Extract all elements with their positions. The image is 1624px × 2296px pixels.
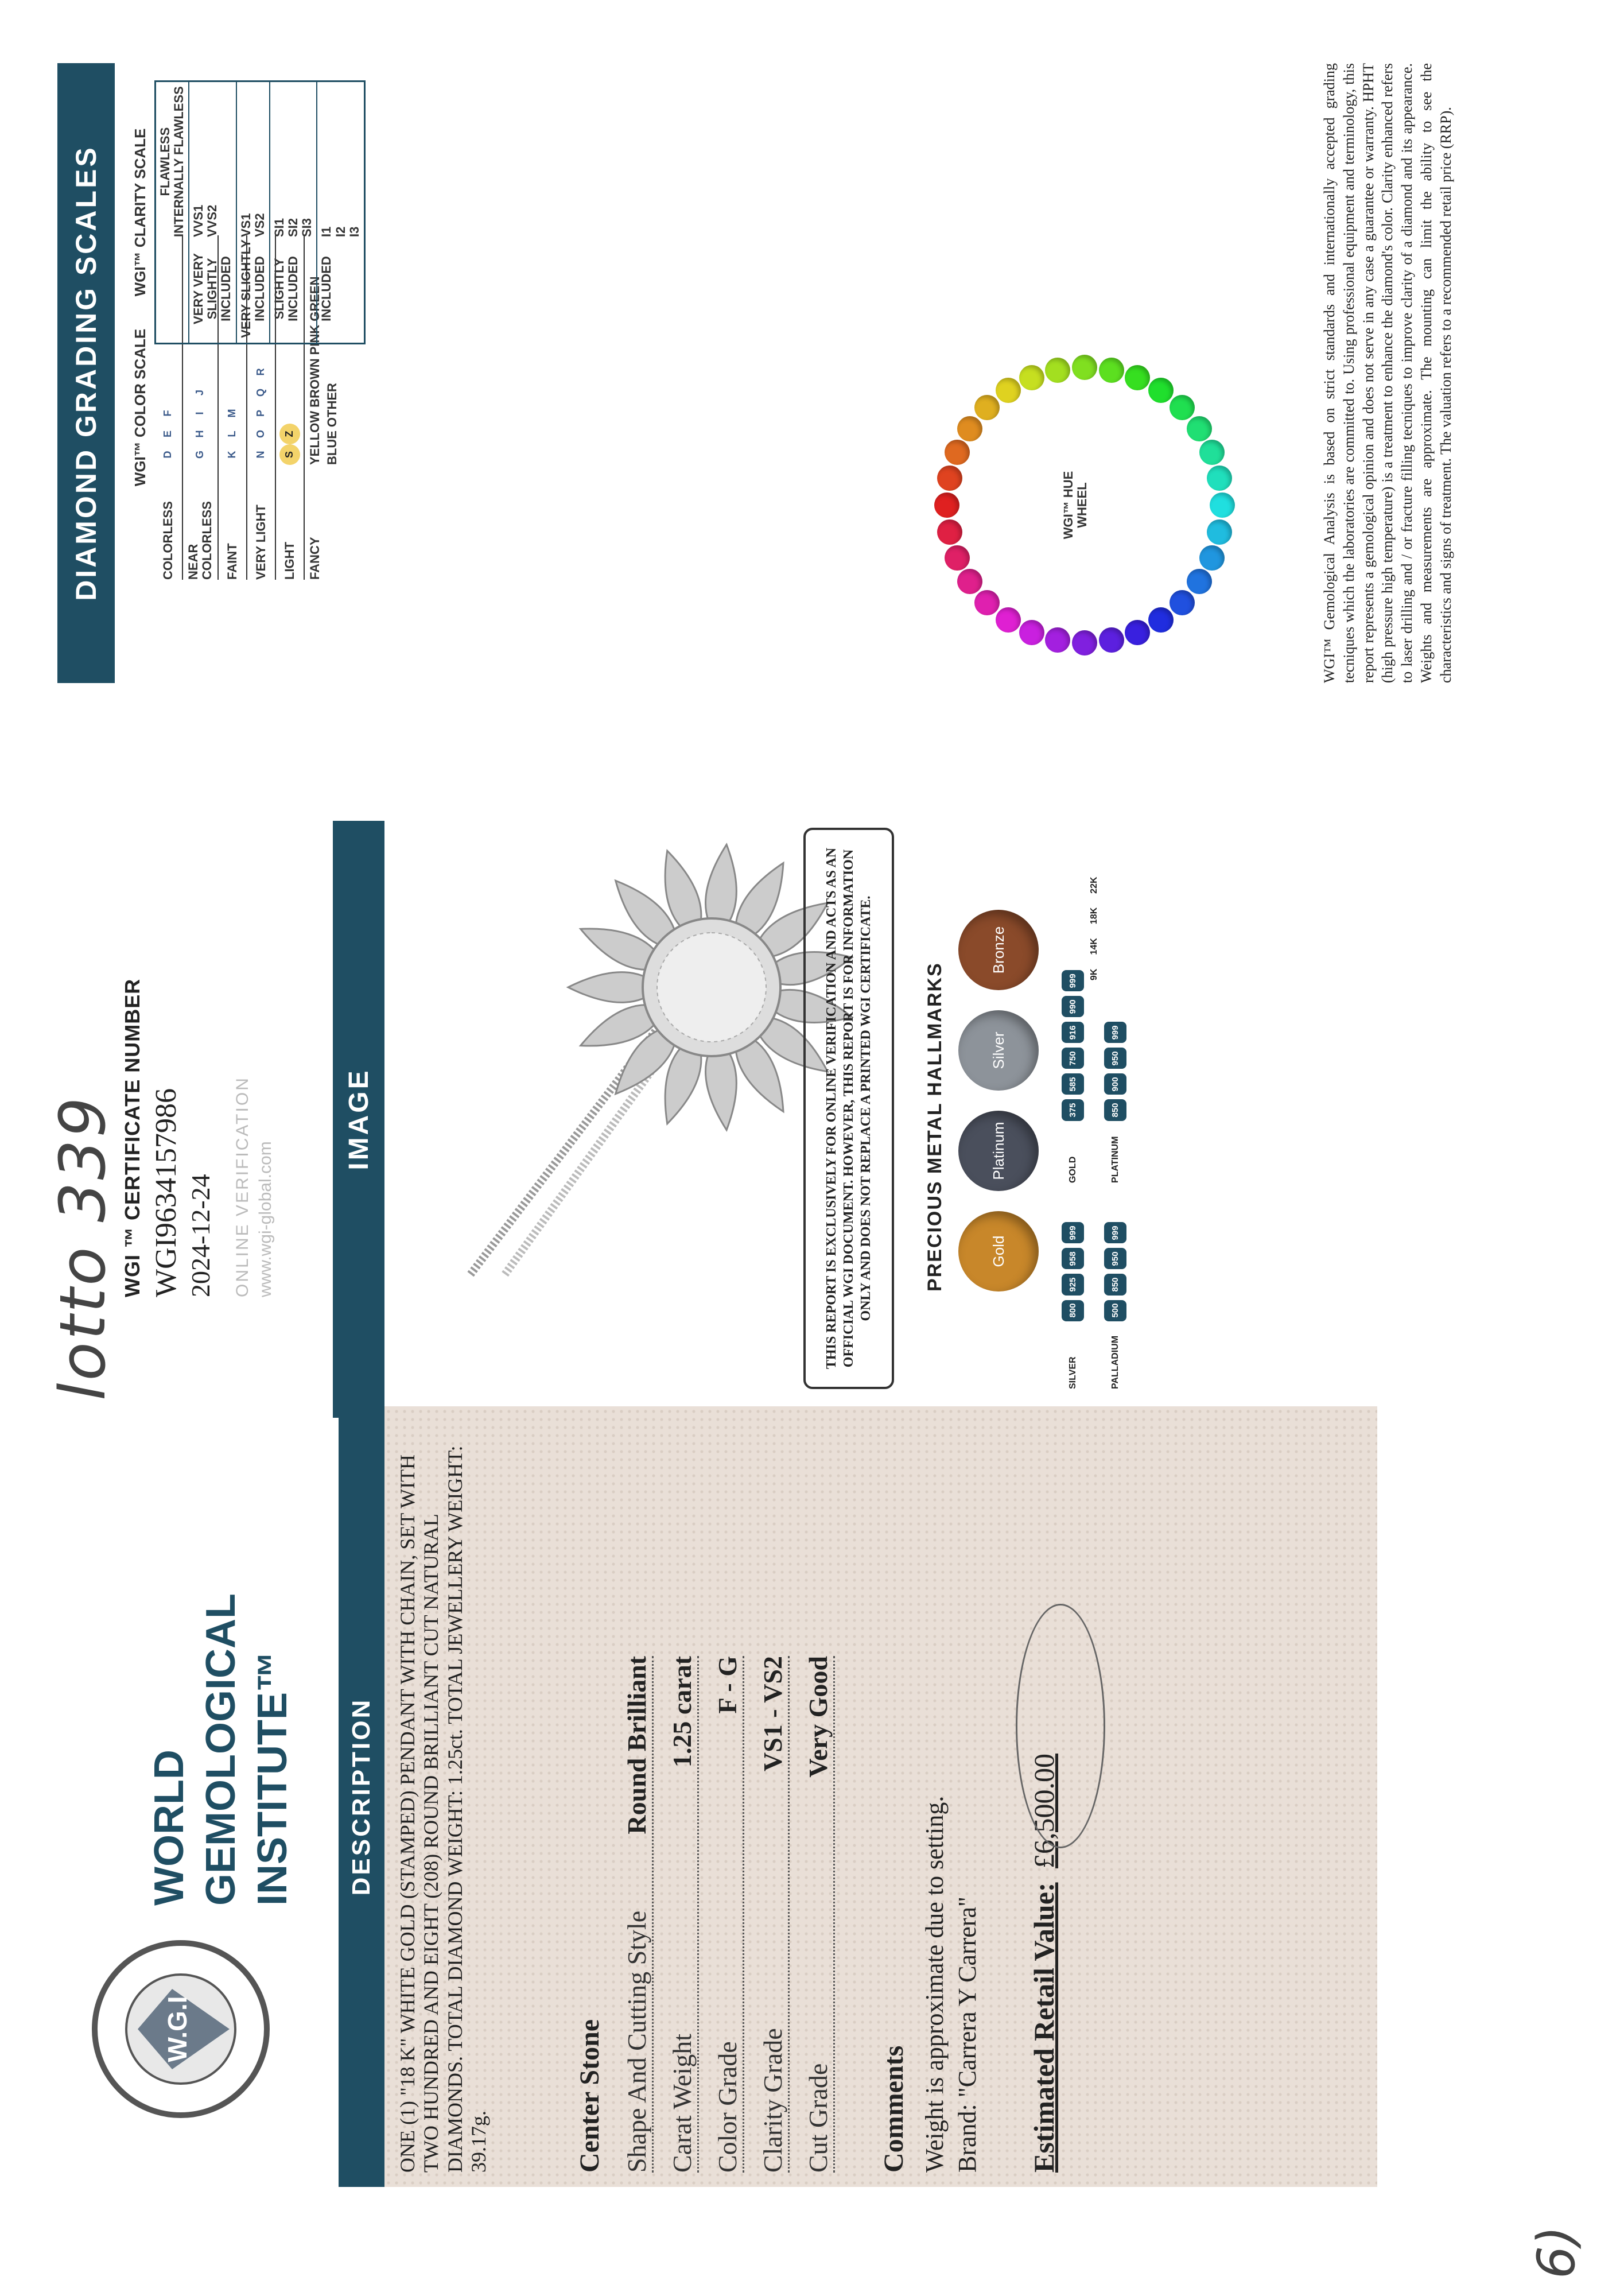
hue-dot — [957, 569, 982, 594]
image-heading: IMAGE — [333, 821, 384, 1418]
org-name-line3: INSTITUTE™ — [250, 1651, 296, 1906]
hue-dot — [934, 492, 959, 518]
hue-dot — [1019, 620, 1044, 645]
scales-heading: DIAMOND GRADING SCALES — [57, 63, 115, 683]
palladium-platinum-marks: PALLADIUM 500850950999 PLATINUM 850900950999 — [1104, 815, 1126, 1389]
coin-platinum: Platinum — [958, 1111, 1039, 1191]
fancy-colors: FANCY YELLOW BROWN PINK GREEN BLUE OTHER — [307, 276, 340, 580]
clarity-scale — [132, 80, 366, 344]
handwritten-lot: lotto 339 — [46, 1095, 119, 1401]
notice-box — [803, 828, 894, 1389]
hue-dot — [1148, 607, 1174, 633]
coin-bronze: Bronze — [958, 910, 1039, 990]
notice-text: THIS REPORT IS EXCLUSIVELY FOR ONLINE VERIFICATION AND ACTS AS AN OFFICIAL WGI DOCUMENT. HOWEVER, THIS REPORT IS FOR INFORMATION ONLY AND DOES NOT REPLACE A PRINTED WGI CERTIFICATE. — [824, 847, 873, 1370]
hue-dot — [1045, 627, 1070, 653]
hue-dot — [1125, 365, 1150, 390]
hue-dot — [1072, 355, 1097, 380]
comments — [918, 1796, 984, 2173]
clarity-group-included: INCLUDED I1 I2 I3 — [319, 226, 362, 321]
org-name — [143, 1593, 298, 1906]
hue-dot — [1187, 569, 1212, 594]
hallmarks-heading: PRECIOUS METAL HALLMARKS — [924, 962, 946, 1292]
handwritten-number: 6) — [1526, 2225, 1587, 2279]
description-text: ONE (1) "18 K" WHITE GOLD (STAMPED) PENDANT WITH CHAIN, SET WITH TWO HUNDRED AND EIGHT (208) ROUND BRILLIANT CUT NATURAL DIAMONDS. TOTAL DIAMOND WEIGHT: 1.25ct. TOTAL JEWELLERY WEIGHT: 39.17g. — [396, 1445, 491, 2173]
color-group-very-light: VERY LIGHT N O P Q R — [247, 235, 276, 580]
row-carat: Carat Weight 1.25 carat — [654, 1656, 699, 2173]
comment-line-2: Brand: "Carrera Y Carrera" — [953, 1896, 982, 2173]
hue-dot — [1170, 590, 1195, 615]
disclaimer: WGI™ Gemological Analysis is based on strict standards and internationally accepted grading tecniques which the laboratories are committed to. Using professional equipment and terminology, this report represents a gemological opinion and does not serve in any case a guarantee or warranty. HPHT (high pressure high temperature) is a treatment to enhance the diamond's color. Clarity enhanced refers to laser drilling and / or fracture filling tecniques to improve clarity of a diamond and its appearance. Weights and measurements are approximate. The mounting can limit the ability to see the characteristics and signs of treatment. The valuation refers to a recommended retail price (RRP). — [1321, 63, 1454, 683]
certificate-number: WGI9634157986 — [150, 1088, 182, 1297]
hue-dot — [1199, 440, 1225, 465]
hue-dot — [1207, 466, 1232, 491]
hue-dot — [1045, 358, 1070, 383]
svg-text:W.G.I: W.G.I — [162, 1996, 192, 2062]
color-group-faint: FAINT K L M — [219, 235, 247, 580]
hue-dot — [957, 416, 982, 441]
certificate-block — [121, 895, 275, 1297]
coin-silver: Silver — [958, 1010, 1039, 1091]
online-verification-label: ONLINE VERIFICATION — [233, 1076, 252, 1297]
hue-dot — [1187, 416, 1212, 441]
clarity-group-vvs: VERY VERY SLIGHTLY INCLUDED VVS1 VVS2 — [189, 82, 237, 343]
clarity-groups — [154, 80, 366, 344]
comments-heading: Comments — [879, 2045, 909, 2173]
hue-dot — [996, 607, 1021, 633]
color-group-light: LIGHT S Z — [276, 235, 305, 580]
color-group-near-colorless: NEAR COLORLESS G H I J — [183, 235, 219, 580]
hue-dot — [945, 545, 970, 571]
clarity-group-flawless: FLAWLESS INTERNALLY FLAWLESS — [156, 82, 189, 343]
color-scale-title: WGI™ COLOR SCALE — [131, 328, 149, 487]
hue-dot — [937, 519, 962, 545]
gold-karats: 9K14K18K22K — [1089, 876, 1099, 980]
hue-dot — [1199, 545, 1225, 571]
hue-wheel-title: WGI™ HUE WHEEL — [1061, 471, 1090, 540]
hue-dot — [1019, 365, 1044, 390]
retail-label: Estimated Retail Value: — [1028, 1882, 1060, 2173]
hue-wheel — [918, 339, 1251, 672]
silver-marks: SILVER 800925958999 GOLD 375585750916990999 — [1062, 815, 1084, 1389]
handwritten-circle — [1016, 1604, 1105, 1848]
hallmark-marks — [1062, 815, 1126, 1389]
hue-dot — [1099, 358, 1124, 383]
row-clarity: Clarity Grade VS1 - VS2 — [744, 1656, 790, 2173]
color-group-colorless: COLORLESS D E F — [154, 235, 183, 580]
description-heading: DESCRIPTION — [339, 1406, 384, 2187]
comment-line-1: Weight is approximate due to setting. — [920, 1795, 949, 2173]
org-name-line2: GEMOLOGICAL — [198, 1593, 244, 1906]
wgi-logo — [86, 1934, 275, 2124]
certificate-label: WGI ™ CERTIFICATE NUMBER — [121, 978, 144, 1297]
hue-dot — [1072, 630, 1097, 656]
row-color: Color Grade F - G — [699, 1656, 744, 2173]
hue-dot — [1207, 519, 1232, 545]
coin-gold: Gold — [958, 1211, 1039, 1292]
clarity-scale-title: WGI™ CLARITY SCALE — [131, 128, 149, 297]
clarity-group-si: SLIGHTLY INCLUDED SI1 SI2 SI3 — [270, 82, 318, 343]
hue-dot — [1170, 395, 1195, 420]
hue-dot — [1210, 492, 1235, 518]
retail-amount: £6,500.00 — [1028, 1753, 1060, 1868]
hue-dot — [996, 378, 1021, 403]
hue-dot — [945, 440, 970, 465]
org-name-line1: WORLD — [146, 1750, 192, 1906]
hue-dot — [974, 395, 1000, 420]
website-link[interactable]: www.wgi-global.com — [256, 1141, 275, 1297]
hue-dot — [1148, 378, 1174, 403]
center-stone-table — [608, 1656, 835, 2173]
row-shape: Shape And Cutting Style Round Brilliant — [608, 1656, 654, 2173]
hue-dot — [974, 590, 1000, 615]
hallmark-coins — [953, 832, 1044, 1292]
row-cut: Cut Grade Very Good — [790, 1656, 835, 2173]
hue-dot — [937, 466, 962, 491]
center-stone-heading: Center Stone — [574, 2019, 605, 2173]
clarity-group-vs: VERY SLIGHTLY INCLUDED VS1 VS2 — [237, 82, 270, 343]
certificate-date: 2024-12-24 — [186, 1174, 215, 1297]
hue-dot — [1125, 620, 1150, 645]
hue-dot — [1099, 627, 1124, 653]
